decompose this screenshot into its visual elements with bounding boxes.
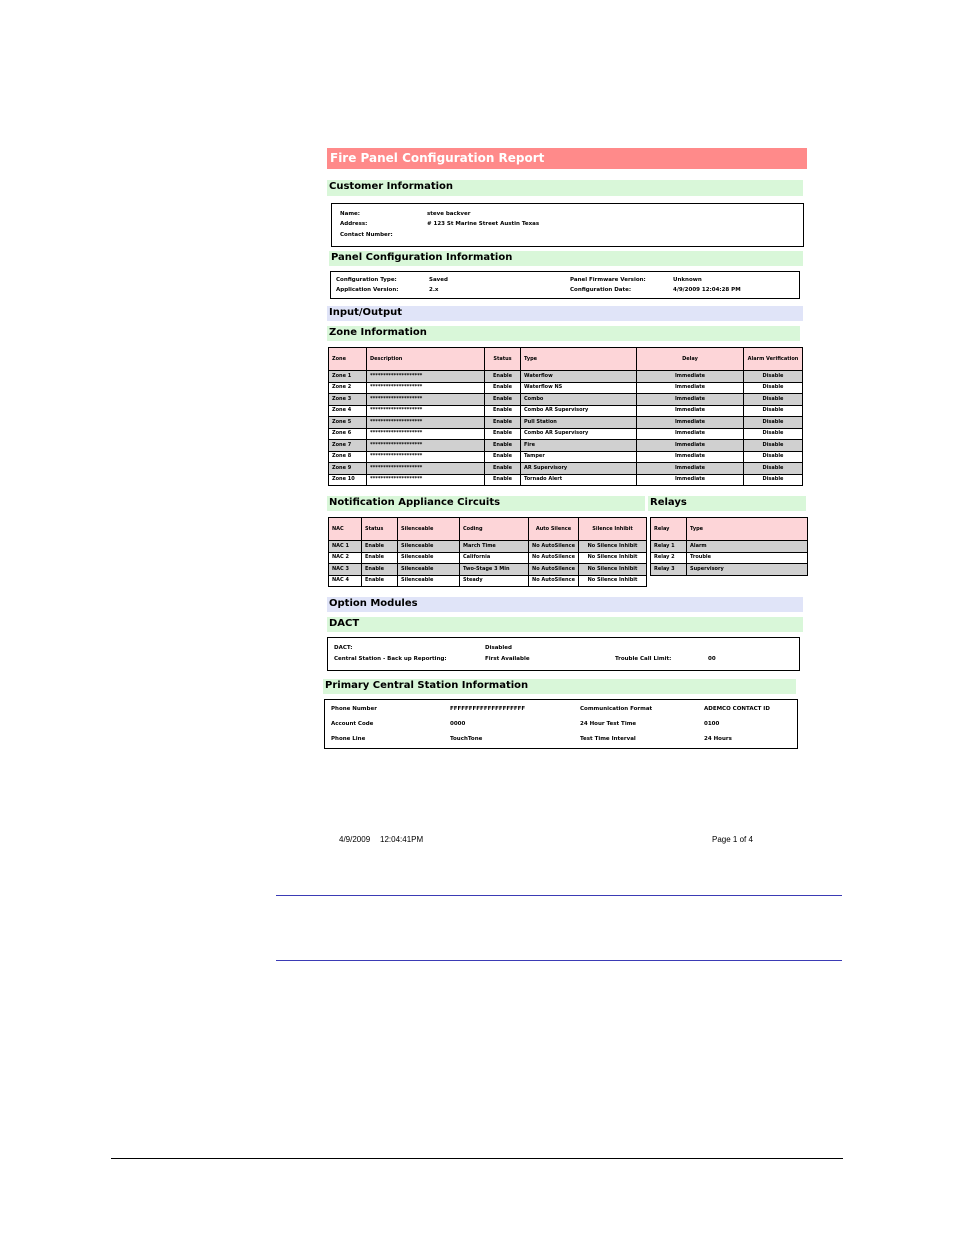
zone-table-cell: Disable <box>744 417 803 429</box>
zone-table-cell: Immediate <box>637 463 744 475</box>
nac-table-cell: No AutoSilence <box>529 575 579 587</box>
config-date-value: 4/9/2009 12:04:28 PM <box>673 287 741 293</box>
nac-table-cell: NAC 2 <box>329 552 362 564</box>
zone-table-cell: ******************** <box>367 382 485 394</box>
nac-table-cell: No AutoSilence <box>529 564 579 576</box>
zone-table-cell: Disable <box>744 463 803 475</box>
footer-time: 12:04:41PM <box>380 835 424 844</box>
zone-table-cell: Disable <box>744 451 803 463</box>
relay-table-cell: Relay 3 <box>651 564 687 576</box>
zone-table-cell: Enable <box>485 463 521 475</box>
nac-table-cell: No AutoSilence <box>529 552 579 564</box>
nac-table-cell: Enable <box>362 564 398 576</box>
zone-table-cell: Enable <box>485 382 521 394</box>
config-type-label: Configuration Type: <box>336 277 397 283</box>
firmware-value: Unknown <box>673 277 702 283</box>
relay-table-column-header: Type <box>687 518 808 541</box>
comm-format-value: ADEMCO CONTACT ID <box>704 706 770 712</box>
config-date-label: Configuration Date: <box>570 287 632 293</box>
panel-config-box <box>330 271 800 299</box>
zone-table-cell: Enable <box>485 371 521 383</box>
zone-table-cell: Zone 3 <box>329 394 367 406</box>
customer-name-label: Name: <box>340 211 360 217</box>
zone-table-cell: ******************** <box>367 394 485 406</box>
test-time-value: 0100 <box>704 721 720 727</box>
relay-table-cell: Relay 2 <box>651 552 687 564</box>
footer-page: Page 1 of 4 <box>712 835 753 844</box>
nac-table-column-header: NAC <box>329 518 362 541</box>
nac-table-cell: NAC 4 <box>329 575 362 587</box>
config-type-value: Saved <box>429 277 448 283</box>
phone-line-value: TouchTone <box>450 736 483 742</box>
top-blue-rule <box>276 895 842 896</box>
customer-contact-label: Contact Number: <box>340 232 393 238</box>
relay-table-row <box>651 552 808 564</box>
zone-table-row <box>329 474 803 486</box>
zone-table-cell: Zone 1 <box>329 371 367 383</box>
trouble-call-label: Trouble Call Limit: <box>615 656 672 662</box>
phone-number-label: Phone Number <box>331 706 377 712</box>
zone-table-cell: ******************** <box>367 417 485 429</box>
zone-table-row <box>329 371 803 383</box>
zone-table-cell: Pull Station <box>521 417 637 429</box>
central-station-box <box>324 699 798 749</box>
zone-table-cell: Enable <box>485 474 521 486</box>
relay-table-cell: Trouble <box>687 552 808 564</box>
customer-heading: Customer Information <box>327 180 803 196</box>
zone-table-cell: ******************** <box>367 474 485 486</box>
zone-table-cell: Enable <box>485 428 521 440</box>
zone-table-cell: Disable <box>744 382 803 394</box>
nac-table-cell: Silenceable <box>398 552 460 564</box>
zone-table-cell: Enable <box>485 394 521 406</box>
relay-table-cell: Alarm <box>687 541 808 553</box>
nac-table-cell: Steady <box>460 575 529 587</box>
nac-table-column-header: Auto Silence <box>529 518 579 541</box>
nac-heading: Notification Appliance Circuits <box>327 496 645 511</box>
nac-table-cell: March Time <box>460 541 529 553</box>
zone-table-cell: Zone 10 <box>329 474 367 486</box>
zone-table-cell: Immediate <box>637 440 744 452</box>
phone-number-value: FFFFFFFFFFFFFFFFFFFF <box>450 706 526 712</box>
customer-address-value: # 123 St Marine Street Austin Texas <box>427 221 540 227</box>
nac-table-column-header: Coding <box>460 518 529 541</box>
dact-label: DACT: <box>334 645 353 651</box>
firmware-label: Panel Firmware Version: <box>570 277 646 283</box>
dact-box <box>327 637 800 671</box>
zone-table-cell: Zone 9 <box>329 463 367 475</box>
central-station-heading: Primary Central Station Information <box>323 679 796 694</box>
nac-table-cell: No Silence Inhibit <box>579 564 647 576</box>
relays-heading: Relays <box>648 496 806 511</box>
nac-table-cell: Enable <box>362 552 398 564</box>
relay-table <box>650 517 808 576</box>
zone-table-cell: Waterflow <box>521 371 637 383</box>
nac-table-cell: No Silence Inhibit <box>579 541 647 553</box>
zone-table-cell: Waterflow NS <box>521 382 637 394</box>
relay-table-cell: Relay 1 <box>651 541 687 553</box>
app-version-value: 2.x <box>429 287 439 293</box>
zone-table-row <box>329 382 803 394</box>
report-title: Fire Panel Configuration Report <box>327 148 807 169</box>
backup-reporting-value: First Available <box>485 656 530 662</box>
zone-table-cell: Immediate <box>637 474 744 486</box>
zone-table-cell: Zone 8 <box>329 451 367 463</box>
nac-table-cell: Two-Stage 3 Min <box>460 564 529 576</box>
relay-table-row <box>651 564 808 576</box>
zone-table-cell: Tamper <box>521 451 637 463</box>
test-interval-label: Test Time Interval <box>580 736 636 742</box>
customer-name-value: steve backver <box>427 211 471 217</box>
io-heading: Input/Output <box>327 306 803 321</box>
nac-table-row <box>329 575 647 587</box>
nac-table-column-header: Silenceable <box>398 518 460 541</box>
nac-table-cell: Enable <box>362 575 398 587</box>
zone-table-row <box>329 428 803 440</box>
option-modules-heading: Option Modules <box>327 597 803 612</box>
zone-table-cell: Zone 4 <box>329 405 367 417</box>
customer-address-label: Address: <box>340 221 368 227</box>
app-version-label: Application Version: <box>336 287 399 293</box>
backup-reporting-label: Central Station - Back up Reporting: <box>334 656 447 662</box>
nac-table-row <box>329 552 647 564</box>
zone-table-cell: Zone 6 <box>329 428 367 440</box>
test-interval-value: 24 Hours <box>704 736 732 742</box>
zone-table-row <box>329 394 803 406</box>
account-code-value: 0000 <box>450 721 466 727</box>
zone-table-cell: Immediate <box>637 417 744 429</box>
zone-table-cell: ******************** <box>367 405 485 417</box>
zone-table-cell: AR Supervisory <box>521 463 637 475</box>
zone-table-cell: Zone 7 <box>329 440 367 452</box>
zone-table-cell: ******************** <box>367 463 485 475</box>
panel-config-heading: Panel Configuration Information <box>329 251 803 266</box>
zone-table-row <box>329 405 803 417</box>
zone-table-cell: Zone 2 <box>329 382 367 394</box>
nac-table-cell: California <box>460 552 529 564</box>
zone-table-cell: ******************** <box>367 451 485 463</box>
zone-table-column-header: Status <box>485 348 521 371</box>
nac-table-cell: Silenceable <box>398 541 460 553</box>
zone-table-row <box>329 440 803 452</box>
zone-table-cell: Disable <box>744 440 803 452</box>
nac-table-cell: No Silence Inhibit <box>579 552 647 564</box>
zone-table-row <box>329 417 803 429</box>
relay-table-cell: Supervisory <box>687 564 808 576</box>
nac-table-cell: No Silence Inhibit <box>579 575 647 587</box>
phone-line-label: Phone Line <box>331 736 366 742</box>
zone-table-cell: Immediate <box>637 428 744 440</box>
nac-table-cell: Enable <box>362 541 398 553</box>
zone-table-cell: Immediate <box>637 451 744 463</box>
zone-table-cell: Immediate <box>637 371 744 383</box>
zone-table-cell: Immediate <box>637 382 744 394</box>
nac-table-cell: NAC 3 <box>329 564 362 576</box>
account-code-label: Account Code <box>331 721 374 727</box>
zone-table-cell: Tornado Alert <box>521 474 637 486</box>
comm-format-label: Communication Format <box>580 706 653 712</box>
customer-box <box>331 203 804 247</box>
zone-table-cell: Disable <box>744 428 803 440</box>
zone-table-cell: Enable <box>485 440 521 452</box>
test-time-label: 24 Hour Test Time <box>580 721 637 727</box>
zone-table-cell: Enable <box>485 417 521 429</box>
zone-table-cell: Zone 5 <box>329 417 367 429</box>
zone-table-column-header: Zone <box>329 348 367 371</box>
nac-table-column-header: Silence Inhibit <box>579 518 647 541</box>
nac-table-row <box>329 564 647 576</box>
zone-table-cell: Enable <box>485 451 521 463</box>
relay-table-row <box>651 541 808 553</box>
zone-table-cell: ******************** <box>367 440 485 452</box>
zone-table-cell: Disable <box>744 371 803 383</box>
zone-table-cell: Immediate <box>637 405 744 417</box>
zone-table-cell: Enable <box>485 405 521 417</box>
nac-table-column-header: Status <box>362 518 398 541</box>
zone-table-cell: Disable <box>744 394 803 406</box>
trouble-call-value: 00 <box>708 656 716 662</box>
zone-table-cell: ******************** <box>367 371 485 383</box>
relay-table-column-header: Relay <box>651 518 687 541</box>
nac-table <box>328 517 647 587</box>
zone-table-cell: Fire <box>521 440 637 452</box>
zone-table-row <box>329 463 803 475</box>
zone-table-cell: Combo AR Supervisory <box>521 428 637 440</box>
zone-table-cell: Disable <box>744 474 803 486</box>
zone-table-column-header: Type <box>521 348 637 371</box>
zone-table-cell: Immediate <box>637 394 744 406</box>
zone-heading: Zone Information <box>327 326 800 341</box>
nac-table-cell: Silenceable <box>398 564 460 576</box>
nac-table-row <box>329 541 647 553</box>
zone-table-cell: Combo AR Supervisory <box>521 405 637 417</box>
zone-table-column-header: Description <box>367 348 485 371</box>
zone-table <box>328 347 803 486</box>
nac-table-cell: No AutoSilence <box>529 541 579 553</box>
zone-table-cell: Disable <box>744 405 803 417</box>
zone-table-column-header: Delay <box>637 348 744 371</box>
dact-value: Disabled <box>485 645 512 651</box>
zone-table-cell: Combo <box>521 394 637 406</box>
bottom-blue-rule <box>276 960 842 961</box>
zone-table-column-header: Alarm Verification <box>744 348 803 371</box>
dact-heading: DACT <box>327 617 803 632</box>
zone-table-cell: ******************** <box>367 428 485 440</box>
footer-date: 4/9/2009 <box>339 835 371 844</box>
nac-table-cell: Silenceable <box>398 575 460 587</box>
zone-table-row <box>329 451 803 463</box>
page-footer-rule <box>111 1158 843 1159</box>
nac-table-cell: NAC 1 <box>329 541 362 553</box>
